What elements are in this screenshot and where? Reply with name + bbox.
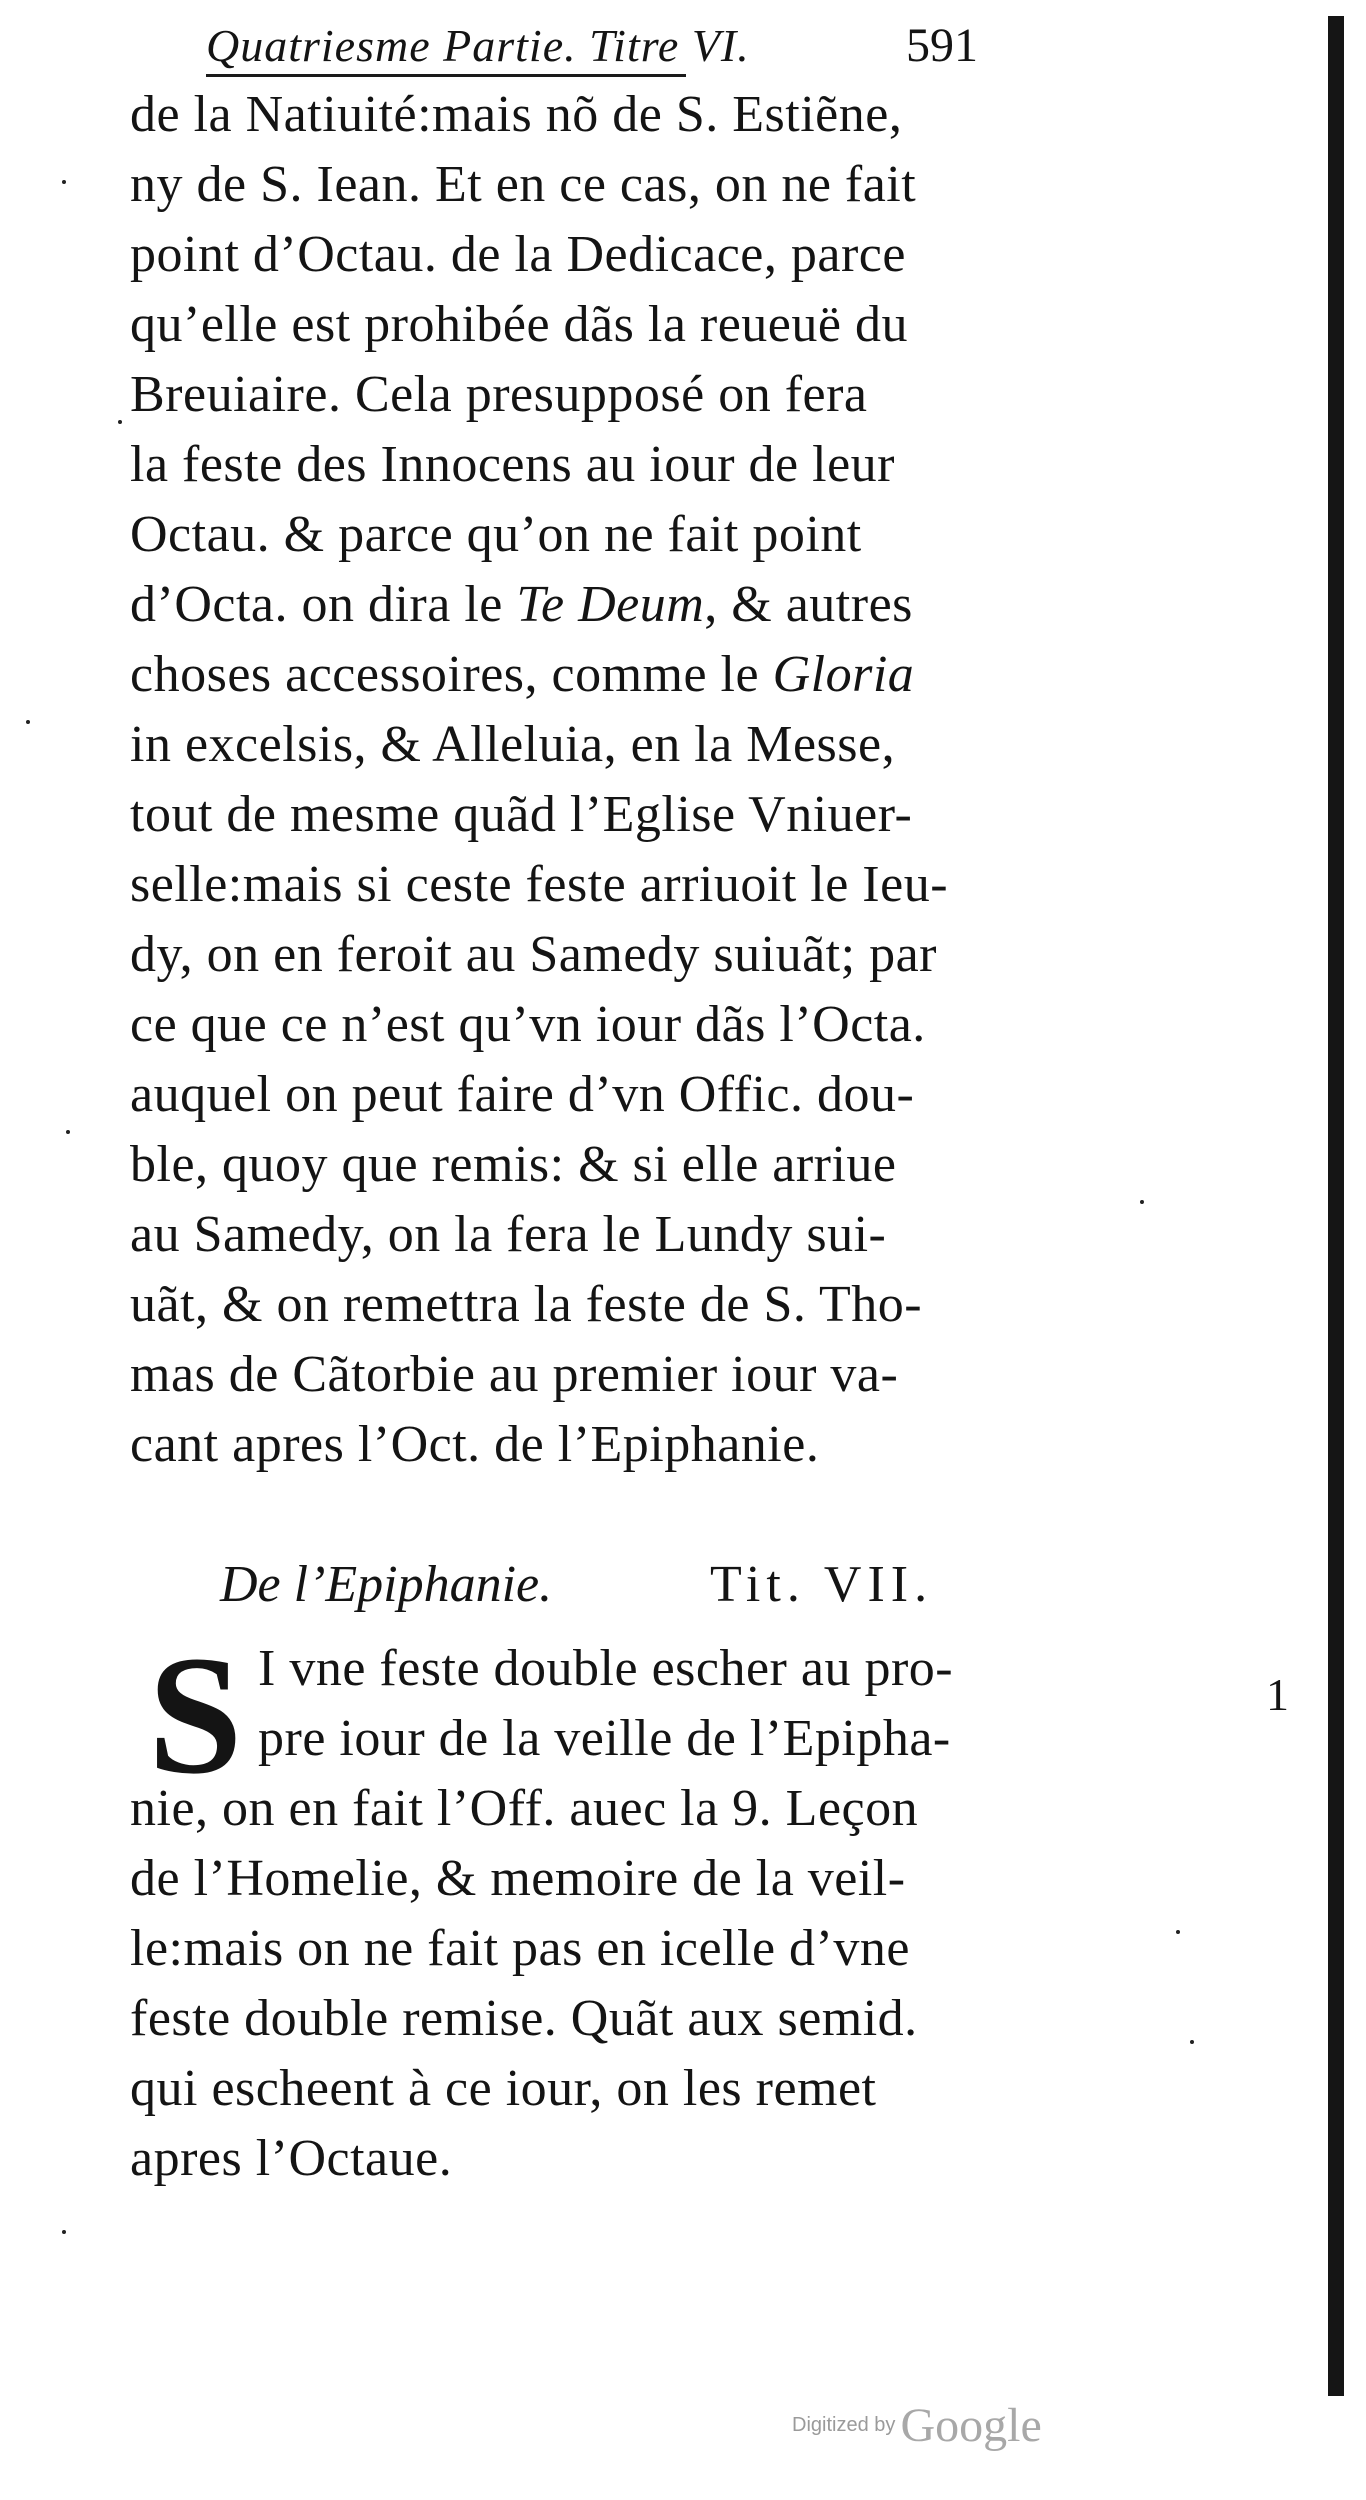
italic-gloria: Gloria xyxy=(772,646,915,703)
scan-speck xyxy=(66,1130,70,1134)
section-title-number: Tit. VII. xyxy=(710,1556,934,1613)
running-title: Quatriesme Partie. Titre VI. xyxy=(206,20,750,71)
scan-speck xyxy=(118,420,122,424)
text-line: le:mais on ne fait pas en icelle d’vne xyxy=(130,1920,910,1977)
paragraph-epiphany xyxy=(130,1621,1130,2194)
text-line: au Samedy, on la fera le Lundy sui- xyxy=(130,1206,887,1263)
scan-speck xyxy=(1190,2040,1194,2044)
digitized-by-google-watermark xyxy=(792,2398,1042,2458)
section-heading xyxy=(130,1550,1130,1620)
text-line: tout de mesme quãd l’Eglise Vniuer- xyxy=(130,786,913,843)
scan-speck xyxy=(26,720,30,724)
text-line-te-deum xyxy=(130,570,1130,640)
text-line: de l’Homelie, & memoire de la veil- xyxy=(130,1850,906,1907)
header-underline xyxy=(206,74,686,77)
text-line: nie, on en fait l’Off. auec la 9. Leçon xyxy=(130,1780,919,1837)
text-line: auquel on peut faire d’vn Offic. dou- xyxy=(130,1066,915,1123)
text-line: mas de Cãtorbie au premier iour va- xyxy=(130,1346,899,1403)
text-line: ble, quoy que remis: & si elle arriue xyxy=(130,1136,897,1193)
text-line: qu’elle est prohibée dãs la reueuë du xyxy=(130,296,908,353)
page-number: 591 xyxy=(906,19,978,72)
text-line-gloria xyxy=(130,640,1130,710)
text-line: pre iour de la veille de l’Epipha- xyxy=(258,1710,951,1767)
scan-speck xyxy=(62,2230,66,2234)
text-line-italic: in excelsis, & Alleluia, en la Messe, xyxy=(130,716,896,773)
margin-article-number: 1 xyxy=(1266,1669,1289,1720)
text-line: point d’Octau. de la Dedicace, parce xyxy=(130,226,906,283)
text-segment: , & autres xyxy=(704,576,913,633)
text-line: selle:mais si ceste feste arriuoit le Ieu- xyxy=(130,856,949,913)
scan-speck xyxy=(1140,1200,1144,1204)
italic-te-deum: Te Deum xyxy=(516,576,705,633)
text-line: Breuiaire. Cela presupposé on fera xyxy=(130,366,868,423)
text-line: de la Natiuité:mais nõ de S. Estiẽne, xyxy=(130,86,903,143)
text-line: feste double remise. Quãt aux semid. xyxy=(130,1990,918,2047)
text-line: ce que ce n’est qu’vn iour dãs l’Octa. xyxy=(130,996,926,1053)
google-logo-text: Google xyxy=(900,2399,1042,2452)
paragraph-continuation xyxy=(130,80,1289,2187)
text-line: I vne feste double escher au pro- xyxy=(258,1640,954,1697)
text-line: uãt, & on remettra la feste de S. Tho- xyxy=(130,1276,923,1333)
text-line: dy, on en feroit au Samedy suiuãt; par xyxy=(130,926,937,983)
scan-speck xyxy=(62,180,66,184)
text-segment: d’Octa. on dira le xyxy=(130,576,503,633)
running-header xyxy=(206,10,1106,82)
text-line: la feste des Innocens au iour de leur xyxy=(130,436,895,493)
text-line: cant apres l’Oct. de l’Epiphanie. xyxy=(130,1416,820,1473)
text-segment: choses accessoires, comme le xyxy=(130,646,760,703)
drop-cap-letter: S xyxy=(148,1621,243,1809)
section-title: De l’Epiphanie. xyxy=(220,1556,553,1613)
scan-edge-shadow xyxy=(1328,16,1344,2396)
text-line: Octau. & parce qu’on ne fait point xyxy=(130,506,862,563)
watermark-prefix: Digitized by xyxy=(792,2414,896,2436)
text-line: qui escheent à ce iour, on les remet xyxy=(130,2060,877,2117)
text-line: apres l’Octaue. xyxy=(130,2130,453,2187)
text-line: ny de S. Iean. Et en ce cas, on ne fait xyxy=(130,156,917,213)
scan-speck xyxy=(1176,1930,1180,1934)
